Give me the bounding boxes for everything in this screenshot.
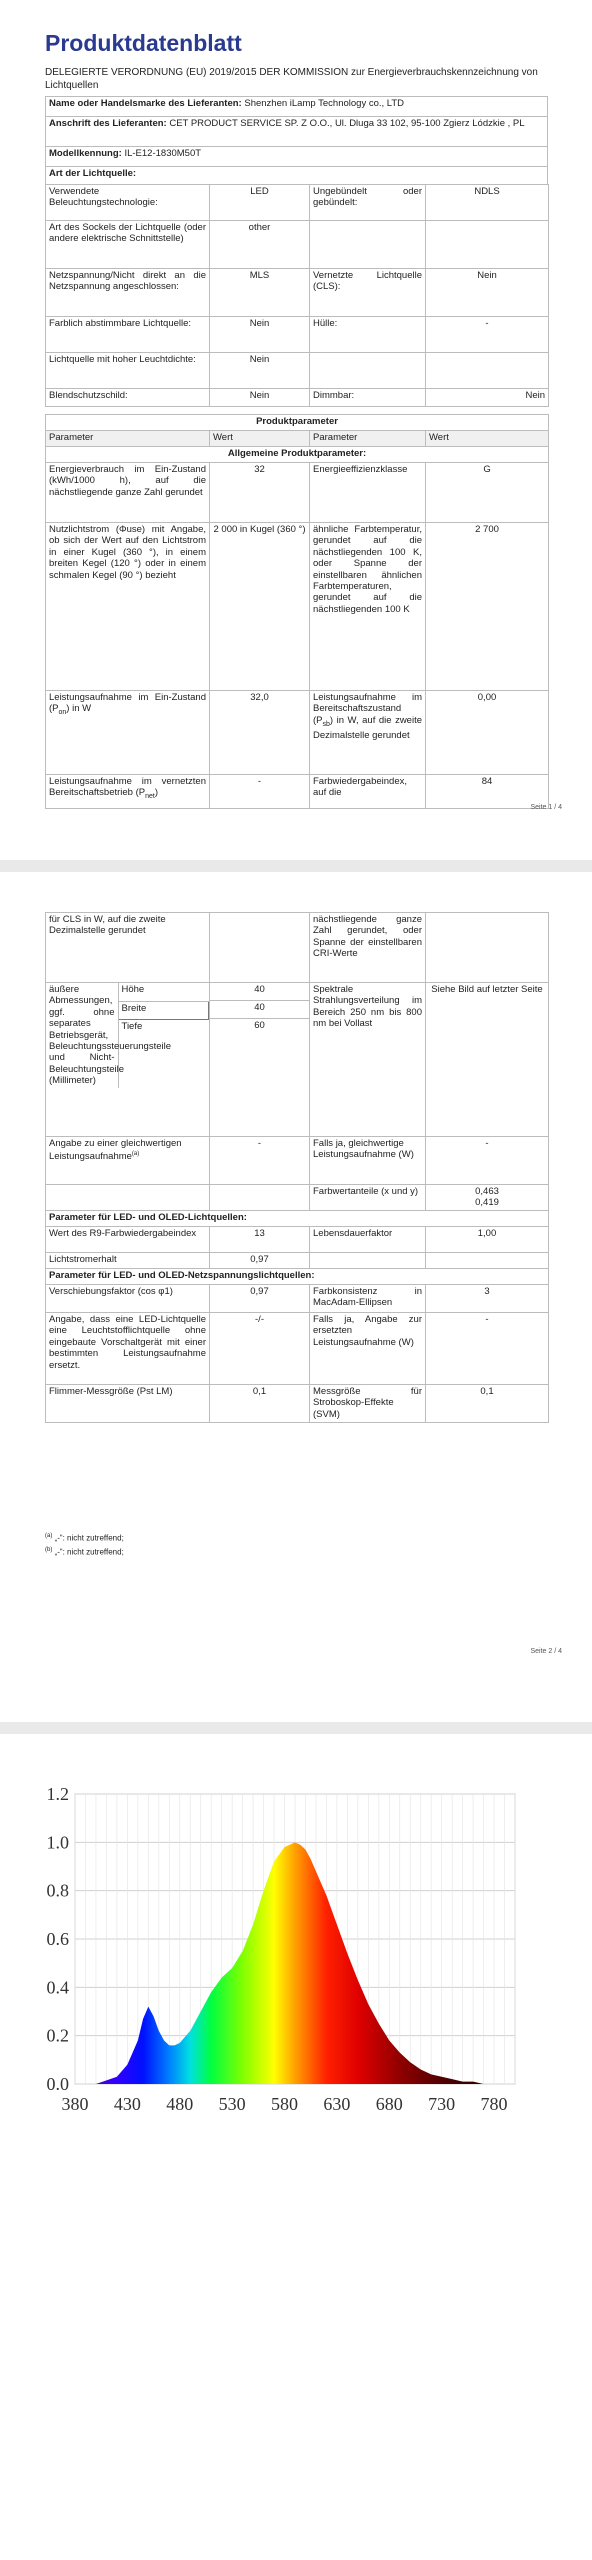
- product-params-table: [45, 414, 549, 809]
- y-tick-label: 0.8: [46, 1880, 69, 1901]
- param-value: -/-: [210, 1313, 310, 1385]
- dimensions-label: äußere Abmessungen, ggf. ohne separates Betriebsgerät, Beleuchtungssteuerungsteile und Nicht-Beleuchtungsteile (Millimeter): [46, 983, 118, 1088]
- param-value: 0,1: [210, 1385, 310, 1423]
- led-params-heading: Parameter für LED- und OLED-Lichtquellen:: [46, 1211, 549, 1227]
- param-label: Leistungsaufnahme im vernetzten Bereitschaftsbetrieb $(P_{net})$: [46, 775, 210, 809]
- x-tick-label: 630: [323, 2094, 351, 2114]
- param-row: [46, 691, 549, 775]
- y-tick-label: 0.4: [46, 1977, 69, 1998]
- param-value: 3: [426, 1285, 549, 1313]
- param-row: [46, 913, 549, 983]
- page-number: Seite 2 / 4: [530, 1648, 562, 1655]
- ls-label: Hülle:: [310, 317, 426, 353]
- supplier-address-row: [46, 117, 548, 147]
- param-value: -: [426, 1313, 549, 1385]
- col-parameter: Parameter: [310, 431, 426, 447]
- x-tick-label: 780: [480, 2094, 508, 2114]
- param-label: Farbwiedergabeindex, auf die: [310, 775, 426, 809]
- param-label: Energieeffizienzklasse: [310, 463, 426, 523]
- page-1: [0, 0, 592, 860]
- param-row: [46, 523, 549, 691]
- param-value: 2 700: [426, 523, 549, 691]
- lightsource-row: [46, 269, 549, 317]
- param-label: nächstliegende ganze Zahl gerundet, oder Spanne der einstellbaren CRI-Werte: [310, 913, 426, 983]
- param-label: Verschiebungsfaktor (cos φ1): [46, 1285, 210, 1313]
- spectrum-chart: [30, 1774, 530, 2139]
- y-tick-label: 0.6: [46, 1929, 69, 1949]
- param-row: [46, 1313, 549, 1385]
- spectrum-label: Spektrale Strahlungsverteilung im Bereich 250 nm bis 800 nm bei Vollast: [310, 983, 426, 1137]
- page-number: Seite 1 / 4: [530, 804, 562, 811]
- ls-label: Verwendete Beleuchtungstechnologie:: [46, 185, 210, 221]
- doc-subtitle: DELEGIERTE VERORDNUNG (EU) 2019/2015 DER KOMMISSION zur Energieverbrauchskennzeichnung von Lichtquellen: [45, 67, 538, 91]
- ls-value: Nein: [210, 317, 310, 353]
- ls-value: [426, 221, 549, 269]
- param-row: [46, 1227, 549, 1253]
- x-tick-label: 430: [113, 2094, 141, 2114]
- footnote-b: $^{(b)}$ „-“: nicht zutreffend;: [45, 1547, 124, 1557]
- ls-value: -: [426, 317, 549, 353]
- supplier-name-value: Shenzhen iLamp Technology co., LTD: [244, 98, 405, 109]
- param-label: Nutzlichtstrom (Φuse) mit Angabe, ob sich der Wert auf den Lichtstrom in einer Kugel (360 °), in einem breiten Kegel (120 °) oder in einem schmalen Kegel (90 °) bezieht: [46, 523, 210, 691]
- param-label: Farbkonsistenz in MacAdam-Ellipsen: [310, 1285, 426, 1313]
- y-tick-label: 0.2: [46, 2025, 69, 2046]
- param-row: [46, 1285, 549, 1313]
- ls-value: [426, 353, 549, 389]
- y-tick-label: 1.2: [46, 1784, 69, 1804]
- general-params-heading: Allgemeine Produktparameter:: [46, 447, 549, 463]
- param-value: 0,97: [210, 1253, 310, 1269]
- param-row: [46, 463, 549, 523]
- x-tick-label: 730: [428, 2094, 456, 2114]
- height-value: 40: [210, 983, 310, 1001]
- param-label: Leistungsaufnahme im Bereitschaftszustand $(P_{sb})$ in W, auf die zweite Dezimalstelle gerundet: [310, 691, 426, 775]
- ls-label: Blendschutzschild:: [46, 389, 210, 407]
- lightsource-row: [46, 185, 549, 221]
- ls-value: Nein: [210, 353, 310, 389]
- supplier-address-label: Anschrift des Lieferanten:: [49, 118, 167, 129]
- param-value: [426, 913, 549, 983]
- param-row: [46, 1253, 549, 1269]
- ls-label: Lichtquelle mit hoher Leuchtdichte:: [46, 353, 210, 389]
- param-label: Lebensdauerfaktor: [310, 1227, 426, 1253]
- ls-label: [310, 353, 426, 389]
- spectrum-chart-svg: [30, 1774, 530, 2134]
- param-row: [46, 1185, 549, 1211]
- model-value: IL-E12-1830M50T: [124, 148, 202, 159]
- param-row: [46, 1385, 549, 1423]
- ls-label: [310, 221, 426, 269]
- ls-value: Nein: [426, 389, 549, 407]
- param-value: -: [210, 1137, 310, 1185]
- ls-value: Nein: [426, 269, 549, 317]
- lightsource-heading: Art der Lichtquelle:: [46, 167, 548, 185]
- param-label: Messgröße für Stroboskop-Effekte (SVM): [310, 1385, 426, 1423]
- footnote-a: $^{(a)}$ „-“: nicht zutreffend;: [45, 1533, 124, 1543]
- param-label: ähnliche Farbtemperatur, gerundet auf die nächstliegenden 100 K, oder Spanne der einstellbaren ähnlichen Farbtemperaturen, gerundet auf die nächstliegenden 100 K: [310, 523, 426, 691]
- model-label: Modellkennung:: [49, 148, 122, 159]
- ls-label: Farblich abstimmbare Lichtquelle:: [46, 317, 210, 353]
- lightsource-row: [46, 221, 549, 269]
- col-value: Wert: [426, 431, 549, 447]
- dimensions-cell: [46, 983, 210, 1137]
- ls-value: Nein: [210, 389, 310, 407]
- page-2: [0, 872, 592, 1722]
- x-tick-label: 580: [271, 2094, 299, 2114]
- depth-value: 60: [210, 1019, 310, 1137]
- param-value: [210, 913, 310, 983]
- ls-label: Vernetzte Lichtquelle (CLS):: [310, 269, 426, 317]
- param-label: Angabe zu einer gleichwertigen Leistungsaufnahme$^{(a)}$: [46, 1137, 210, 1185]
- param-label: Farbwertanteile (x und y): [310, 1185, 426, 1211]
- param-value: 0,97: [210, 1285, 310, 1313]
- dimension-row: [46, 983, 549, 1001]
- supplier-name-row: [46, 97, 548, 117]
- ls-label: Art des Sockels der Lichtquelle (oder andere elektrische Schnittstelle): [46, 221, 210, 269]
- mains-params-heading: Parameter für LED- und OLED-Netzspannungslichtquellen:: [46, 1269, 549, 1285]
- param-row: [46, 775, 549, 809]
- lightsource-table: [45, 184, 549, 407]
- x-tick-label: 530: [218, 2094, 246, 2114]
- ls-label: Netzspannung/Nicht direkt an die Netzspannung angeschlossen:: [46, 269, 210, 317]
- lightsource-row: [46, 389, 549, 407]
- width-value: 40: [210, 1001, 310, 1019]
- lightsource-row: [46, 353, 549, 389]
- height-label: Höhe: [118, 983, 209, 1001]
- col-parameter: Parameter: [46, 431, 210, 447]
- param-value: 0,1: [426, 1385, 549, 1423]
- ls-value: NDLS: [426, 185, 549, 221]
- doc-title: Produktdatenblatt: [45, 30, 242, 56]
- param-value: 13: [210, 1227, 310, 1253]
- param-value: 32: [210, 463, 310, 523]
- width-label: Breite: [118, 1001, 209, 1019]
- supplier-name-label: Name oder Handelsmarke des Lieferanten:: [49, 98, 242, 109]
- param-row: [46, 1137, 549, 1185]
- param-value: 2 000 in Kugel (360 °): [210, 523, 310, 691]
- param-value: 32,0: [210, 691, 310, 775]
- param-value: 0,00: [426, 691, 549, 775]
- y-tick-label: 1.0: [46, 1832, 69, 1853]
- supplier-address-value: CET PRODUCT SERVICE SP. Z O.O., Ul. Dluga 33 102, 95-100 Zgierz Lódzkie , PL: [169, 118, 525, 129]
- x-tick-label: 380: [61, 2094, 89, 2114]
- supplier-table: [45, 96, 548, 185]
- model-row: [46, 147, 548, 167]
- product-params-heading: Produktparameter: [46, 415, 549, 431]
- ls-value: LED: [210, 185, 310, 221]
- param-value: 1,00: [426, 1227, 549, 1253]
- param-label: Falls ja, Angabe zur ersetzten Leistungsaufnahme (W): [310, 1313, 426, 1385]
- ls-value: other: [210, 221, 310, 269]
- depth-label: Tiefe: [121, 1020, 143, 1032]
- param-label: Angabe, dass eine LED-Lichtquelle eine Leuchtstofflichtquelle ohne eingebaute Vorschaltgerät mit einer bestimmten Leistungsaufnahme ersetzt.: [46, 1313, 210, 1385]
- param-value: G: [426, 463, 549, 523]
- spectrum-value: Siehe Bild auf letzter Seite: [426, 983, 549, 1137]
- lightsource-row: [46, 317, 549, 353]
- ls-label: Ungebündelt oder gebündelt:: [310, 185, 426, 221]
- param-label: Lichtstromerhalt: [46, 1253, 210, 1269]
- param-label: Falls ja, gleichwertige Leistungsaufnahme (W): [310, 1137, 426, 1185]
- param-label: Energieverbrauch im Ein-Zustand (kWh/1000 h), auf die nächstliegende ganze Zahl gerundet: [46, 463, 210, 523]
- param-value: 0,463 0,419: [426, 1185, 549, 1211]
- param-label: für CLS in W, auf die zweite Dezimalstelle gerundet: [46, 913, 210, 983]
- page-3: [0, 1734, 592, 2560]
- params-header-row: [46, 431, 549, 447]
- param-label: Leistungsaufnahme im Ein-Zustand $(P_{on})$ in W: [46, 691, 210, 775]
- col-value: Wert: [210, 431, 310, 447]
- param-value: 84: [426, 775, 549, 809]
- params-continued-table: [45, 912, 549, 1423]
- param-value: -: [426, 1137, 549, 1185]
- ls-value: MLS: [210, 269, 310, 317]
- x-tick-label: 680: [375, 2094, 403, 2114]
- param-label: Flimmer-Messgröße (Pst LM): [46, 1385, 210, 1423]
- param-label: Wert des R9-Farbwiedergabeindex: [46, 1227, 210, 1253]
- x-tick-label: 480: [166, 2094, 194, 2114]
- ls-label: Dimmbar:: [310, 389, 426, 407]
- param-value: -: [210, 775, 310, 809]
- y-tick-label: 0.0: [46, 2074, 69, 2094]
